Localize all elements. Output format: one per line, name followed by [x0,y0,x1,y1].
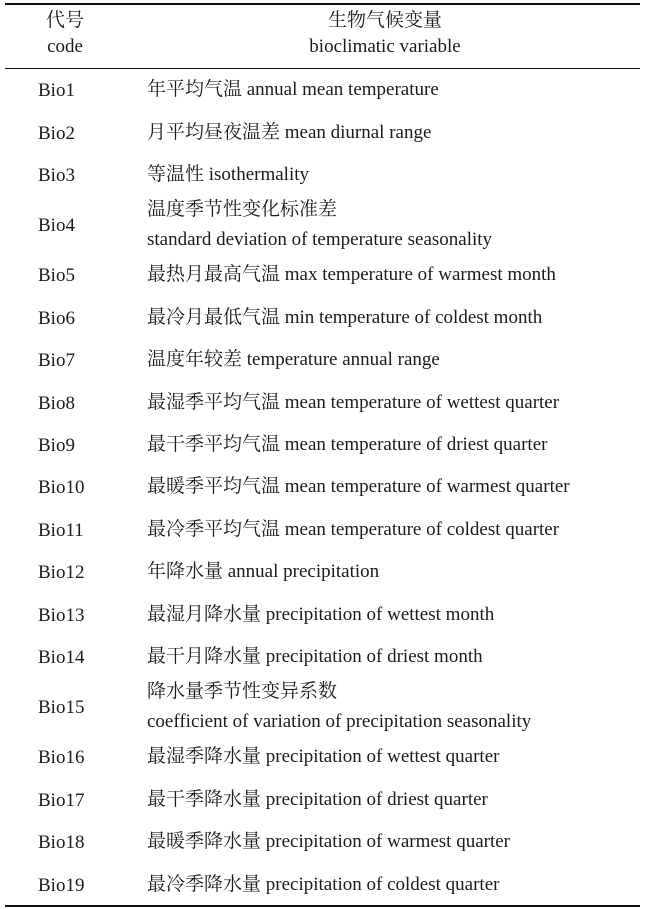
row-code: Bio6 [38,307,75,329]
table-row [5,864,640,906]
row-variable [147,472,570,502]
table-row [5,594,640,636]
table-row [5,155,640,197]
row-code: Bio7 [38,350,75,372]
row-code: Bio10 [38,477,85,499]
table-row [5,780,640,822]
row-code: Bio12 [38,562,85,584]
row-variable [147,260,556,290]
row-code: Bio11 [38,519,84,541]
row-variable [147,345,440,375]
row-code: Bio9 [38,434,75,456]
header-code [5,8,125,60]
row-variable-line: 最冷月最低气温 min temperature of coldest month [147,306,543,328]
row-variable-line: 最湿季平均气温 mean temperature of wettest quarter [147,391,560,413]
table-row [5,197,640,255]
table-row [5,382,640,424]
header-code-zh: 代号 [45,10,84,31]
header-variable-en: bioclimatic variable [309,36,461,57]
row-variable-line: 最干月降水量 precipitation of driest month [147,645,483,667]
row-variable [147,742,499,772]
table-row [5,737,640,779]
row-variable [147,557,379,587]
row-code: Bio4 [38,215,75,237]
row-code: Bio18 [38,832,85,854]
table-row [5,637,640,679]
row-variable [147,785,488,815]
row-variable [147,642,483,672]
table-row [5,679,640,737]
row-code: Bio8 [38,392,75,414]
row-variable [147,600,494,630]
table-row [5,340,640,382]
table-row [5,255,640,297]
row-variable [147,303,542,333]
row-code: Bio3 [38,164,75,186]
row-code: Bio16 [38,747,85,769]
row-variable-line: 温度年较差 temperature annual range [147,349,440,371]
row-variable [147,827,510,857]
top-rule [5,3,640,5]
row-code: Bio13 [38,604,85,626]
row-code: Bio15 [38,697,85,719]
row-variable [147,118,431,148]
row-variable-line: 年降水量 annual precipitation [147,561,380,583]
row-variable-line: coefficient of variation of precipitation seasonality [147,711,532,733]
row-variable-line: 最湿季降水量 precipitation of wettest quarter [147,746,500,768]
row-variable [147,677,531,737]
table-row [5,822,640,864]
header-variable [145,8,625,60]
row-variable-line: 年平均气温 annual mean temperature [147,79,439,101]
row-variable [147,388,559,418]
header-variable-zh: 生物气候变量 [327,10,442,31]
table-row [5,112,640,154]
row-code: Bio5 [38,265,75,287]
row-variable-line: 最干季平均气温 mean temperature of driest quarter [147,433,548,455]
table-row [5,70,640,112]
row-variable [147,195,492,255]
row-variable-line: 月平均昼夜温差 mean diurnal range [147,121,432,143]
row-variable-line: 降水量季节性变异系数 [147,681,338,703]
row-variable-line: standard deviation of temperature seasonality [147,229,493,251]
row-variable-line: 最热月最高气温 max temperature of warmest month [147,264,556,286]
row-variable-line: 温度季节性变化标准差 [147,199,338,221]
row-variable-line: 最干季降水量 precipitation of driest quarter [147,788,488,810]
row-variable [147,430,547,460]
row-variable-line: 最暖季平均气温 mean temperature of warmest quarter [147,476,570,498]
row-variable-line: 最冷季平均气温 mean temperature of coldest quarter [147,518,560,540]
row-variable-line: 最暖季降水量 precipitation of warmest quarter [147,831,511,853]
row-code: Bio17 [38,789,85,811]
table-row [5,467,640,509]
bottom-rule [5,905,640,907]
row-variable-line: 最湿月降水量 precipitation of wettest month [147,603,495,625]
row-variable [147,515,559,545]
table-row [5,425,640,467]
table-row [5,298,640,340]
table-row [5,510,640,552]
row-variable [147,870,499,900]
table-row [5,552,640,594]
row-variable-line: 最冷季降水量 precipitation of coldest quarter [147,873,500,895]
row-code: Bio14 [38,646,85,668]
row-variable [147,160,309,190]
row-variable [147,75,439,105]
row-variable-line: 等温性 isothermality [147,163,310,185]
row-code: Bio1 [38,80,75,102]
header-code-en: code [47,36,83,57]
header-rule [5,68,640,69]
row-code: Bio19 [38,874,85,896]
row-code: Bio2 [38,122,75,144]
